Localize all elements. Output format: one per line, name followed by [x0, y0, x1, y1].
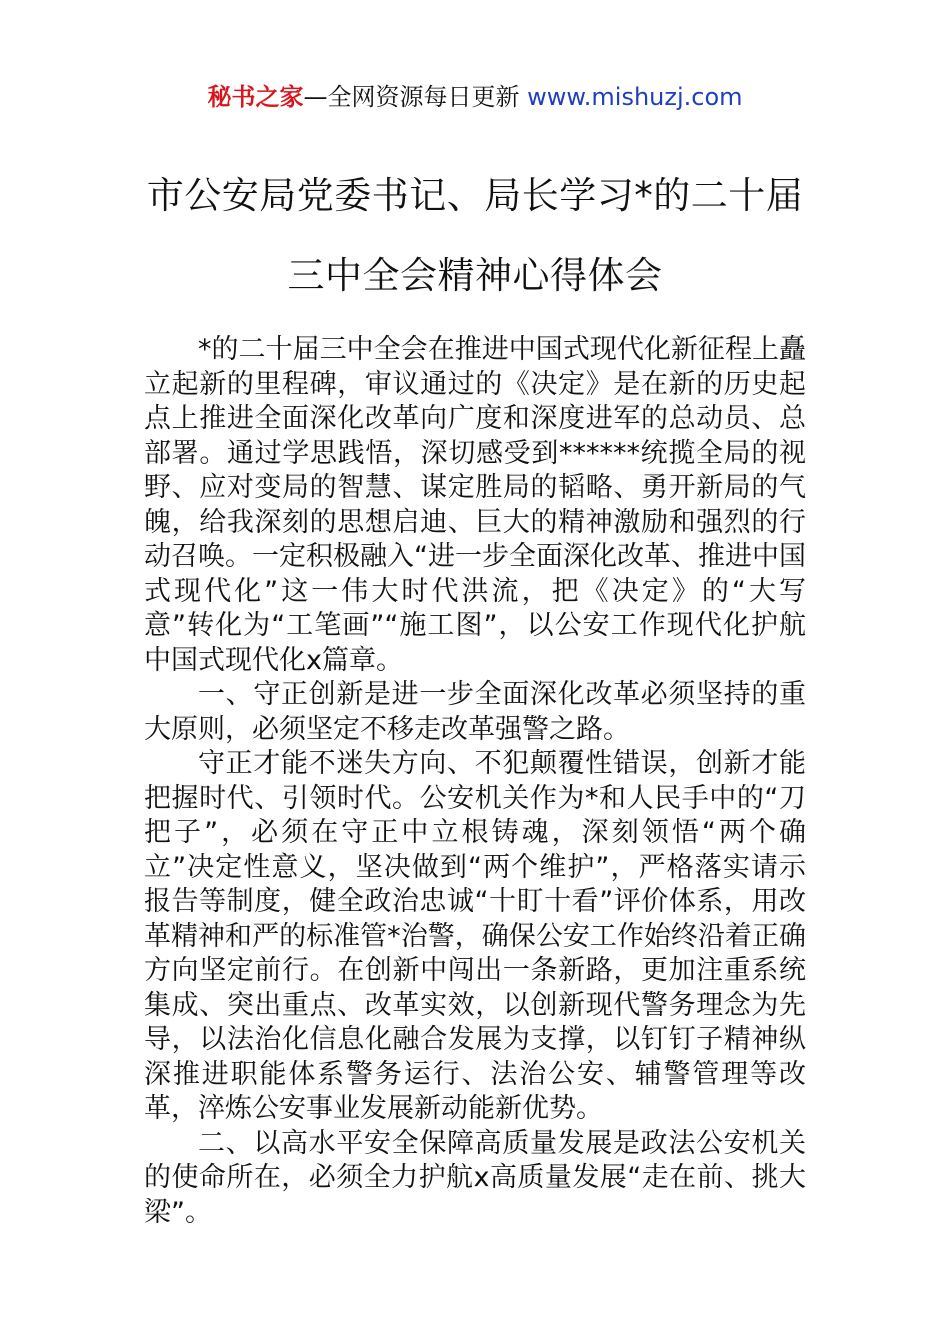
section-heading-1: 一、守正创新是进一步全面深化改革必须坚持的重大原则，必须坚定不移走改革强警之路。 [144, 679, 806, 745]
paragraph-intro: *的二十届三中全会在推进中国式现代化新征程上矗立起新的里程碑，审议通过的《决定》是在新的历史起点上推进全面深化改革向广度和深度进军的总动员、总部署。通过学思践悟，深切感受到******统揽全局的视野、应对变局的智慧、谋定胜局的韬略、勇开新局的气魄，给我深刻的思想启迪、巨大的精神激励和强烈的行动召唤。一定积极融入“进一步全面深化改革、推进中国式现代化”这一伟大时代洪流，把《决定》的“大写意”转化为“工笔画”“施工图”，以公安工作现代化护航中国式现代化x篇章。 [144, 334, 806, 676]
site-tagline: —全网资源每日更新 [303, 83, 520, 111]
title-line-2: 三中全会精神心得体会 [287, 254, 663, 297]
document-title [0, 156, 950, 316]
site-url-link[interactable]: www.mishuzj.com [527, 83, 743, 111]
site-header [0, 80, 950, 114]
title-line-1: 市公安局党委书记、局长学习*的二十届 [146, 174, 804, 217]
document-body [144, 333, 806, 1230]
paragraph-section-1: 守正才能不迷失方向、不犯颠覆性错误，创新才能把握时代、引领时代。公安机关作为*和人民手中的“刀把子”，必须在守正中立根铸魂，深刻领悟“两个确立”决定性意义，坚决做到“两个维护”，严格落实请示报告等制度，健全政治忠诚“十盯十看”评价体系，用改革精神和严的标准管*治警，确保公安工作始终沿着正确方向坚定前行。在创新中闯出一条新路，更加注重系统集成、突出重点、改革实效，以创新现代警务理念为先导，以法治化信息化融合发展为支撑，以钉钉子精神纵深推进职能体系警务运行、法治公安、辅警管理等改革，淬炼公安事业发展新动能新优势。 [144, 748, 806, 1124]
site-brand: 秘书之家 [207, 83, 304, 111]
section-heading-2: 二、以高水平安全保障高质量发展是政法公安机关的使命所在，必须全力护航x高质量发展“走在前、挑大梁”。 [144, 1127, 806, 1228]
